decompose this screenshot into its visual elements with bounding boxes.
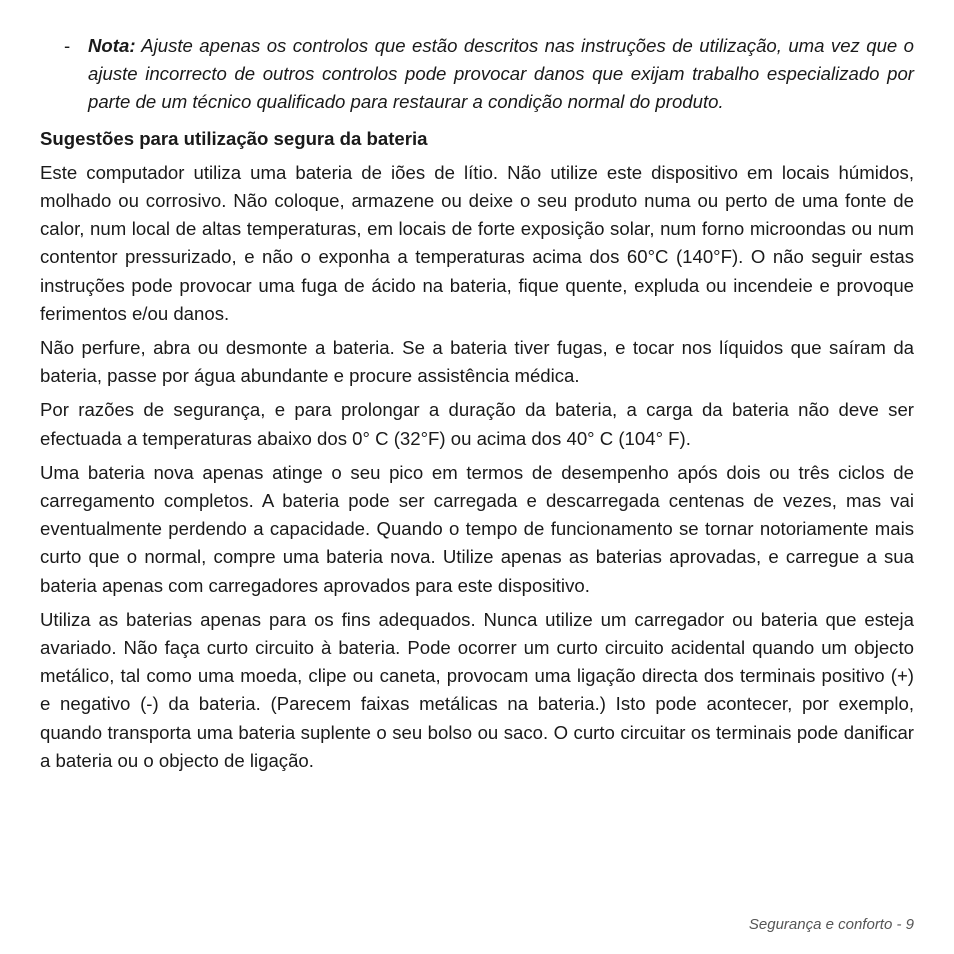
paragraph-2: Não perfure, abra ou desmonte a bateria. Se a bateria tiver fugas, e tocar nos líquidos que saíram da bateria, passe por água abundante e procure assistência médica. bbox=[40, 337, 914, 387]
footer-section-name: Segurança e conforto - bbox=[748, 916, 902, 933]
page-footer bbox=[749, 915, 914, 935]
section-title: Sugestões para utilização segura da bateria bbox=[40, 127, 428, 149]
document-page bbox=[40, 32, 914, 781]
paragraph-4: Uma bateria nova apenas atinge o seu pico em termos de desempenho após dois ou três ciclos de carregamento completos. A bateria pode ser carregada e descarregada centenas de vezes, mas vai eventualmente perdendo a capacidade. Quando o tempo de funcionamento se tornar notoriamente mais curto que o normal, compre uma bateria nova. Utilize apenas as baterias aprovadas, e carregue a sua bateria apenas com carregadores aprovados para este dispositivo. bbox=[40, 461, 914, 596]
note-text-block bbox=[88, 32, 914, 117]
note-label: Nota: bbox=[88, 35, 136, 56]
note-item bbox=[40, 32, 914, 117]
paragraph-1: Este computador utiliza uma bateria de iões de lítio. Não utilize este dispositivo em locais húmidos, molhado ou corrosivo. Não coloque, armazene ou deixe o seu produto numa ou perto de uma fonte de calor, num local de altas temperaturas, em locais de forte exposição solar, num forno microondas ou num contentor pressurizado, e não o exponha a temperaturas acima dos 60°C (140°F). O não seguir estas instruções pode provocar uma fuga de ácido na bateria, fique quente, expluda ou incendeie e provoque ferimentos e/ou danos. bbox=[40, 161, 914, 324]
paragraph-5: Utiliza as baterias apenas para os fins adequados. Nunca utilize um carregador ou bateria que esteja avariado. Não faça curto circuito à bateria. Pode ocorrer um curto circuito acidental quando um objecto metálico, tal como uma moeda, clipe ou caneta, provocam uma ligação directa dos terminais positivo (+) e negativo (-) da bateria. (Parecem faixas metálicas na bateria.) Isto pode acontecer, por exemplo, quando transporta uma bateria suplente o seu bolso ou saco. O curto circuitar os terminais pode danificar a bateria ou o objecto de ligação. bbox=[40, 608, 914, 771]
footer-page-number: 9 bbox=[905, 916, 914, 933]
paragraph-3: Por razões de segurança, e para prolongar a duração da bateria, a carga da bateria não deve ser efectuada a temperaturas abaixo dos 0° C (32°F) ou acima dos 40° C (104° F). bbox=[40, 399, 914, 449]
note-body: Ajuste apenas os controlos que estão descritos nas instruções de utilização, uma vez que o ajuste incorrecto de outros controlos pode provocar danos que exijam trabalho especializado por parte de um técnico qualificado para restaurar a condição normal do produto. bbox=[88, 35, 914, 113]
note-bullet: - bbox=[64, 35, 71, 56]
